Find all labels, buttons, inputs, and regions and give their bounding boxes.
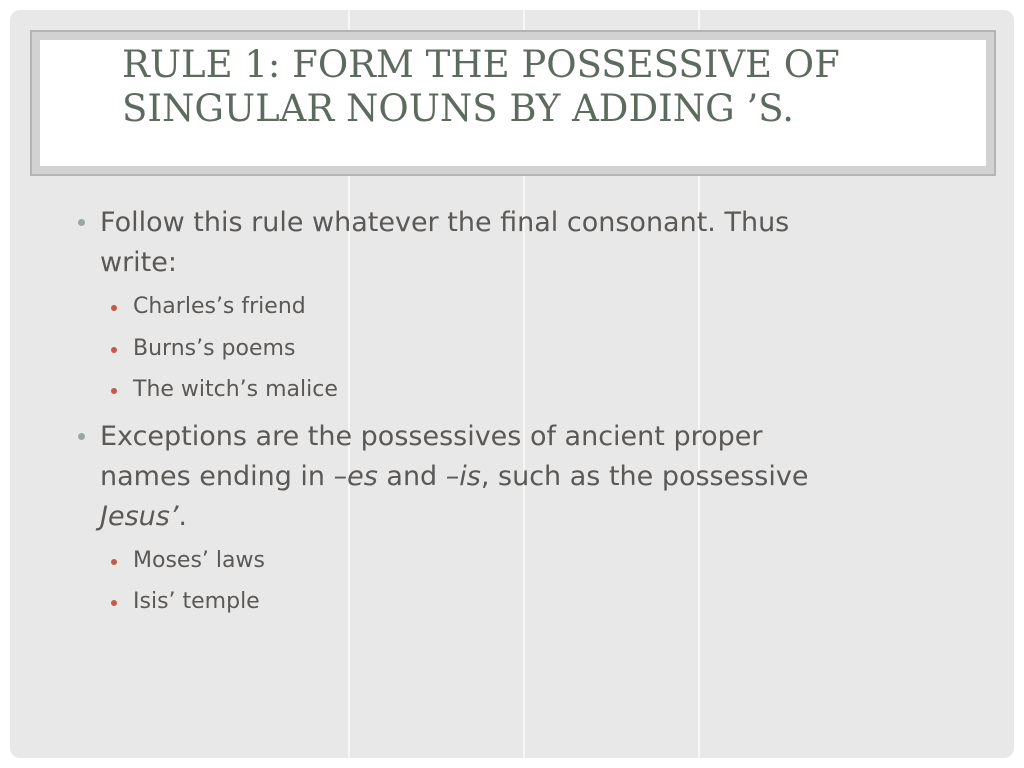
sub-bullet-dot (111, 559, 117, 565)
sub-bullet-1-1: Charles’s friend (133, 294, 306, 319)
bullet-1-line-1: Follow this rule whatever the final consonant. Thus (100, 207, 790, 238)
example-jesus: Jesus’ (100, 501, 179, 532)
slide-title-line-2: SINGULAR NOUNS BY ADDING ’S. (122, 87, 794, 130)
slide-title-line-1: RULE 1: FORM THE POSSESSIVE OF (122, 43, 840, 86)
bullet-2-period: . (178, 501, 187, 532)
sub-bullet-dot (111, 600, 117, 606)
bullet-2-line-2 (100, 457, 808, 497)
sub-bullet-dot (111, 388, 117, 394)
sub-bullet-dot (111, 347, 117, 353)
sub-bullet-2-1: Moses’ laws (133, 548, 265, 573)
bullet-dot (78, 433, 85, 440)
bullet-2-line-3 (100, 497, 187, 537)
sub-bullet-2-2: Isis’ temple (133, 589, 260, 614)
bullet-1-line-2: write: (100, 247, 177, 278)
title-frame (30, 30, 996, 176)
sub-bullet-1-3: The witch’s malice (133, 377, 338, 402)
bullet-2-text: , such as the possessive (480, 461, 809, 492)
title-box (40, 40, 986, 166)
bullet-dot (78, 219, 85, 226)
sub-bullet-1-2: Burns’s poems (133, 336, 296, 361)
sub-bullet-dot (111, 305, 117, 311)
bullet-2-text: names ending in (100, 461, 334, 492)
bullet-2-line-1: Exceptions are the possessives of ancient proper (100, 421, 763, 452)
suffix-es: –es (333, 461, 378, 492)
slide (10, 10, 1014, 758)
suffix-is: –is (445, 461, 481, 492)
bullet-2-text: and (377, 461, 446, 492)
